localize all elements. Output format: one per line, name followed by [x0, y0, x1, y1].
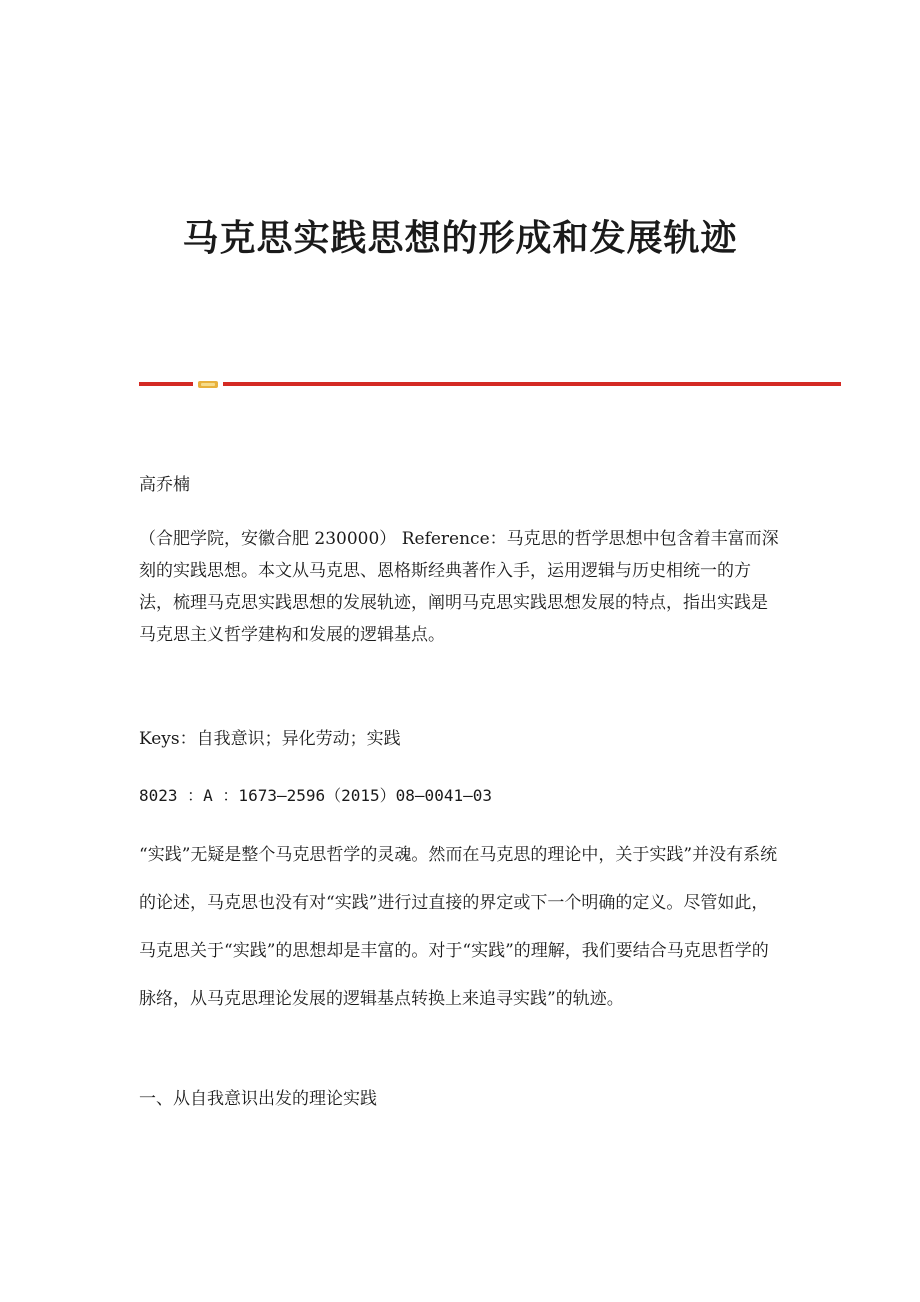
section-heading: 一、从自我意识出发的理论实践 [139, 1089, 377, 1109]
abstract-paragraph: （合肥学院，安徽合肥 230000） Reference：马克思的哲学思想中包含着丰富而深刻的实践思想。本文从马克思、恩格斯经典著作入手，运用逻辑与历史相统一的方法，梳理马克思实践思想的发展轨迹，阐明马克思实践思想发展的特点，指出实践是马克思主义哲学建构和发展的逻辑基点。 [139, 529, 779, 645]
divider-bar-right [223, 382, 841, 386]
intro-paragraph: “实践”无疑是整个马克思哲学的灵魂。然而在马克思的理论中，关于实践”并没有系统的论述，马克思也没有对“实践”进行过直接的界定或下一个明确的定义。尽管如此，马克思关于“实践”的思想却是丰富的。对于“实践”的理解，我们要结合马克思哲学的脉络，从马克思理论发展的逻辑基点转换上来追寻实践”的轨迹。 [139, 845, 778, 1009]
title-divider [139, 380, 841, 390]
keywords-line: Keys：自我意识；异化劳动；实践 [139, 729, 401, 749]
classification-codes: 8023 ：A ：1673—2596（2015）08—0041—03 [139, 786, 492, 805]
document-title: 马克思实践思想的形成和发展轨迹 [182, 217, 738, 259]
divider-ornament-icon [198, 381, 218, 388]
divider-bar-left [139, 382, 193, 386]
author-name: 高乔楠 [139, 475, 190, 495]
